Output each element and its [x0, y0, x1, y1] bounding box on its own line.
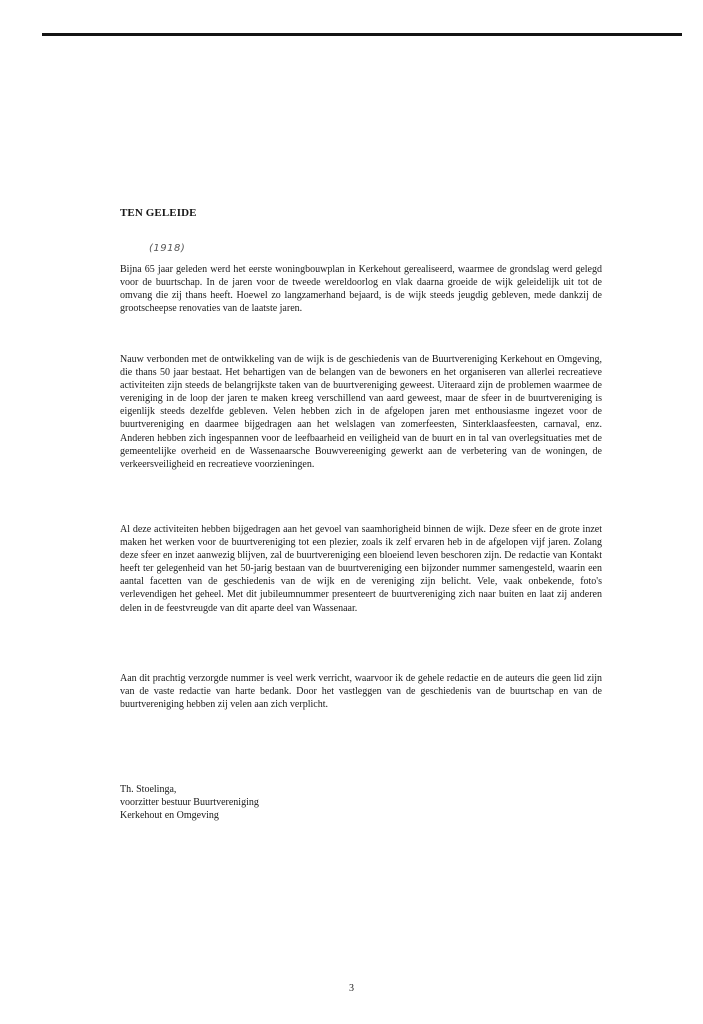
top-rule	[42, 33, 682, 36]
signature-block	[120, 783, 259, 822]
signature-role: voorzitter bestuur Buurtvereniging	[120, 797, 259, 809]
page-number: 3	[349, 983, 354, 994]
paragraph-4: Aan dit prachtig verzorgde nummer is veel werk verricht, waarvoor ik de gehele redactie en de auteurs die geen lid zijn van de vaste redactie van harte bedank. Door het vastleggen van de geschiedenis van de buurtschap en van de buurtvereniging hebben zij velen aan zich verplicht.	[120, 673, 602, 711]
page-heading: TEN GELEIDE	[120, 207, 197, 219]
paragraph-1: Bijna 65 jaar geleden werd het eerste woningbouwplan in Kerkehout gerealiseerd, waarmee de grondslag werd gelegd voor de buurtschap. In de jaren voor de tweede wereldoorlog en vlak daarna groeide de wijk geleidelijk uit tot de omvang die zij thans heeft. Hoewel zo langzamerhand bejaard, is de wijk steeds jeugdig gebleven, mede dankzij de grootscheepse renovaties van de laatste jaren.	[120, 264, 602, 315]
paragraph-2: Nauw verbonden met de ontwikkeling van de wijk is de geschiedenis van de Buurtvereniging Kerkehout en Omgeving, die thans 50 jaar bestaat. Het behartigen van de belangen van de bewoners en het organiseren van allerlei recreatieve activiteiten zijn steeds de belangrijkste taken van de buurtvereniging geweest. Uiteraard zijn de problemen waarmee de vereniging in de loop der jaren te maken kreeg verschillend van aard geweest, maar de sfeer in de buurtvereniging is eigenlijk steeds dezelfde gebleven. Velen hebben zich in de afgelopen jaren met enthousiasme ingezet voor de buurtvereniging en daarmee bijgedragen aan het welslagen van zomerfeesten, Sinterklaasfeesten, carnaval, enz. Anderen hebben zich ingespannen voor de leefbaarheid en veiligheid van de buurt en in tal van overlegsituaties met de gemeentelijke overheid en de Wassenaarsche Bouwvereeniging gewerkt aan de verbetering van de woningen, de verkeersveiligheid en recreatieve voorzieningen.	[120, 354, 602, 470]
signature-organization: Kerkehout en Omgeving	[120, 810, 219, 822]
signature-name: Th. Stoelinga,	[120, 784, 177, 795]
handwritten-annotation: (1918)	[149, 243, 186, 254]
paragraph-3: Al deze activiteiten hebben bijgedragen aan het gevoel van saamhorigheid binnen de wijk. Deze sfeer en de grote inzet maken het werken voor de buurtvereniging tot een plezier, zoals ik zelf ervaren heb in de afgelopen vijf jaren. Zolang deze sfeer en inzet aanwezig blijven, zal de buurtvereniging een bloeiend leven beschoren zijn. De redactie van Kontakt heeft ter gelegenheid van het 50-jarig bestaan van de buurtvereniging een bijzonder nummer samengesteld, waarin een aantal facetten van de geschiedenis van de wijk en de vereniging zijn belicht. Vele, vaak onbekende, foto's verlevendigen het geheel. Met dit jubileumnummer presenteert de buurtvereniging zich naar buiten en laat zij anderen delen in de feestvreugde van dit aparte deel van Wassenaar.	[120, 524, 602, 614]
